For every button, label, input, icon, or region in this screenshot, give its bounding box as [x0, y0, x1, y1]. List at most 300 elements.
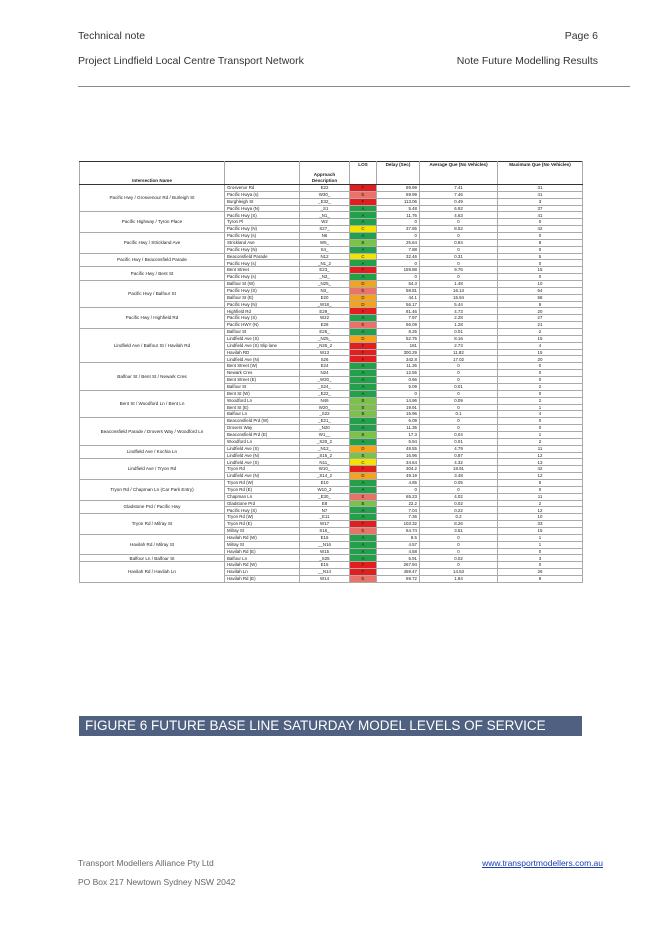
delay-cell: 89.99: [377, 185, 420, 192]
average-queue-cell: 18.91: [420, 466, 498, 473]
delay-cell: 12.55: [377, 370, 420, 377]
intersection-name-cell: Pacific Hwy / Strickland Ave: [80, 233, 225, 254]
delay-cell: 159.88: [377, 267, 420, 274]
maximum-queue-cell: 3: [498, 198, 583, 205]
average-queue-cell: 0.04: [420, 431, 498, 438]
approach-cell: Havilah Rd (E): [225, 548, 300, 555]
intersection-name-cell: Pacific Hwy / Bent St: [80, 267, 225, 281]
approach-description-cell: E8: [300, 500, 350, 507]
maximum-queue-cell: 0: [498, 363, 583, 370]
approach-description-cell: E15: [300, 562, 350, 569]
los-cell: B: [350, 431, 377, 438]
approach-cell: Pacific Hwy (S): [225, 212, 300, 219]
average-queue-cell: 0.09: [420, 397, 498, 404]
project-title: Project Lindfield Local Centre Transport Network: [78, 55, 304, 67]
delay-cell: 8.5: [377, 534, 420, 541]
average-queue-cell: 8.26: [420, 521, 498, 528]
los-cell: E: [350, 527, 377, 534]
average-queue-cell: 16.13: [420, 287, 498, 294]
table-row: [80, 329, 583, 336]
average-queue-cell: 0: [420, 541, 498, 548]
delay-cell: 342.8: [377, 356, 420, 363]
los-cell: A: [350, 363, 377, 370]
intersection-name-cell: Tryon Rd / Chapman Ln (Car Park Entry): [80, 479, 225, 500]
approach-cell: Balfour Ln: [225, 555, 300, 562]
approach-description-cell: _W18_: [300, 301, 350, 308]
los-cell: E: [350, 287, 377, 294]
los-cell: F: [350, 562, 377, 569]
approach-cell: Tryon Rd: [225, 466, 300, 473]
delay-cell: 459.47: [377, 569, 420, 576]
delay-cell: 5.48: [377, 205, 420, 212]
los-cell: A: [350, 438, 377, 445]
delay-cell: 0: [377, 274, 420, 281]
footer-address: PO Box 217 Newtown Sydney NSW 2042: [78, 877, 236, 887]
approach-cell: Woodford Ln: [225, 438, 300, 445]
maximum-queue-cell: 0: [498, 548, 583, 555]
approach-cell: Lindfield Ave (S): [225, 335, 300, 342]
approach-cell: Bent Street (E): [225, 377, 300, 384]
intersection-name-cell: Pacific Hwy / Beaconsfield Parade: [80, 253, 225, 267]
approach-description-cell: N6: [300, 233, 350, 240]
maximum-queue-cell: 8: [498, 239, 583, 246]
maximum-queue-cell: 1: [498, 404, 583, 411]
delay-cell: 0: [377, 390, 420, 397]
maximum-queue-cell: 0: [498, 418, 583, 425]
approach-cell: Chapman Ln: [225, 493, 300, 500]
approach-cell: Bent Street (W): [225, 363, 300, 370]
los-cell: D: [350, 335, 377, 342]
approach-cell: Havilah Rd (W): [225, 534, 300, 541]
approach-description-cell: _N25_: [300, 281, 350, 288]
average-queue-cell: 0: [420, 377, 498, 384]
average-queue-cell: 0: [420, 246, 498, 253]
approach-cell: Havilah Ln: [225, 569, 300, 576]
average-queue-cell: 15.94: [420, 294, 498, 301]
intersection-name-cell: Balfour Ln / Balfour St: [80, 555, 225, 562]
approach-description-cell: W22: [300, 315, 350, 322]
approach-description-cell: N24: [300, 370, 350, 377]
note-title: Note Future Modelling Results: [456, 55, 598, 67]
los-cell: A: [350, 260, 377, 267]
average-queue-cell: 0: [420, 562, 498, 569]
los-cell: A: [350, 212, 377, 219]
maximum-queue-cell: 15: [498, 267, 583, 274]
table-row: [80, 562, 583, 569]
approach-description-cell: _S22: [300, 411, 350, 418]
approach-description-cell: _S20_2: [300, 438, 350, 445]
average-queue-cell: 0: [420, 425, 498, 432]
average-queue-cell: 0.31: [420, 253, 498, 260]
los-cell: A: [350, 315, 377, 322]
delay-cell: 304.2: [377, 466, 420, 473]
los-cell: A: [350, 246, 377, 253]
approach-cell: Balfour Ln: [225, 411, 300, 418]
approach-description-cell: _E22_: [300, 390, 350, 397]
approach-description-cell: _S1: [300, 205, 350, 212]
los-cell: F: [350, 185, 377, 192]
average-queue-cell: 0: [420, 404, 498, 411]
approach-description-cell: W15: [300, 548, 350, 555]
approach-cell: Lindfield Ave (S): [225, 459, 300, 466]
delay-cell: 7.88: [377, 246, 420, 253]
table-row: [80, 212, 583, 219]
approach-description-cell: W17: [300, 521, 350, 528]
delay-cell: 25.64: [377, 239, 420, 246]
los-cell: E: [350, 575, 377, 582]
approach-description-cell: W14: [300, 575, 350, 582]
average-queue-cell: 2.28: [420, 315, 498, 322]
maximum-queue-cell: 33: [498, 521, 583, 528]
approach-description-cell: E16: [300, 534, 350, 541]
table-row: [80, 555, 583, 562]
table-row: [80, 514, 583, 521]
approach-cell: Strickland Ave: [225, 239, 300, 246]
approach-cell: Gladstone Prd: [225, 500, 300, 507]
delay-cell: 6.09: [377, 418, 420, 425]
approach-description-cell: _N12_: [300, 445, 350, 452]
approach-description-cell: N3_: [300, 287, 350, 294]
approach-description-cell: _W20_: [300, 377, 350, 384]
intersection-name-cell: Pacific Hwy / Highfield Rd: [80, 308, 225, 329]
maximum-queue-cell: 2: [498, 438, 583, 445]
average-queue-cell: 0.84: [420, 239, 498, 246]
approach-cell: Pacific Hwya (s): [225, 191, 300, 198]
approach-description-cell: N12: [300, 253, 350, 260]
los-cell: C: [350, 459, 377, 466]
footer-website-link[interactable]: www.transportmodellers.com.au: [482, 858, 603, 868]
approach-cell: Woodford Ln: [225, 397, 300, 404]
approach-cell: Beaconsfield Prd (E): [225, 431, 300, 438]
los-cell: F: [350, 267, 377, 274]
maximum-queue-cell: 0: [498, 562, 583, 569]
delay-cell: 5.94: [377, 438, 420, 445]
maximum-queue-cell: 15: [498, 527, 583, 534]
maximum-queue-cell: 0: [498, 370, 583, 377]
average-queue-cell: 0: [420, 390, 498, 397]
delay-cell: 4.85: [377, 479, 420, 486]
table-row: [80, 534, 583, 541]
los-cell: F: [350, 342, 377, 349]
delay-cell: 64.74: [377, 527, 420, 534]
approach-cell: Tryon Rd (E): [225, 521, 300, 528]
los-table: [79, 161, 583, 583]
average-queue-cell: 2.73: [420, 342, 498, 349]
delay-cell: 0.66: [377, 377, 420, 384]
delay-cell: 34.64: [377, 459, 420, 466]
los-cell: A: [350, 370, 377, 377]
delay-cell: 15.96: [377, 411, 420, 418]
approach-description-cell: _N20: [300, 425, 350, 432]
approach-description-cell: W30_: [300, 191, 350, 198]
maximum-queue-cell: 31: [498, 185, 583, 192]
approach-description-cell: W13: [300, 349, 350, 356]
los-table-wrapper: [79, 161, 582, 583]
approach-cell: Newark Cres: [225, 370, 300, 377]
approach-description-cell: _E11: [300, 514, 350, 521]
delay-cell: 49.19: [377, 473, 420, 480]
approach-description-cell: __N14: [300, 569, 350, 576]
delay-cell: 11.76: [377, 212, 420, 219]
approach-cell: Lindfield Ave (S): [225, 445, 300, 452]
maximum-queue-cell: 21: [498, 322, 583, 329]
intersection-name-cell: Balfour St / Bent St / Newark Cres: [80, 363, 225, 390]
approach-cell: Lindfield Ave (N): [225, 473, 300, 480]
approach-description-cell: W1__: [300, 431, 350, 438]
approach-cell: Tryon Rd (W): [225, 479, 300, 486]
maximum-queue-cell: 42: [498, 226, 583, 233]
approach-cell: Lindfield Ave (N): [225, 452, 300, 459]
delay-cell: 7.36: [377, 514, 420, 521]
col-approach-description: Approach Description: [300, 162, 350, 185]
delay-cell: 103.32: [377, 521, 420, 528]
maximum-queue-cell: 41: [498, 212, 583, 219]
approach-description-cell: E29_: [300, 308, 350, 315]
maximum-queue-cell: 0: [498, 219, 583, 226]
maximum-queue-cell: 15: [498, 349, 583, 356]
approach-description-cell: E10: [300, 479, 350, 486]
average-queue-cell: 7.46: [420, 191, 498, 198]
intersection-name-cell: Beaconsfield Parade / Drovers Way / Woodford Ln: [80, 418, 225, 445]
footer-website-wrap: [482, 858, 603, 868]
average-queue-cell: 1.84: [420, 575, 498, 582]
approach-cell: Pacific Hwy (S): [225, 287, 300, 294]
average-queue-cell: 4.02: [420, 493, 498, 500]
maximum-queue-cell: 37: [498, 205, 583, 212]
table-row: [80, 500, 583, 507]
los-cell: A: [350, 233, 377, 240]
approach-cell: Balfour St (W): [225, 281, 300, 288]
delay-cell: 22.2: [377, 500, 420, 507]
maximum-queue-cell: 0: [498, 390, 583, 397]
approach-description-cell: N46: [300, 397, 350, 404]
table-row: [80, 459, 583, 466]
table-body: [80, 185, 583, 583]
approach-cell: Drovers Way: [225, 425, 300, 432]
intersection-name-cell: Lindfield Ave / Kochia Ln: [80, 445, 225, 459]
approach-description-cell: _S24_: [300, 383, 350, 390]
average-queue-cell: 11.82: [420, 349, 498, 356]
maximum-queue-cell: 1: [498, 431, 583, 438]
average-queue-cell: 4.73: [420, 308, 498, 315]
approach-cell: Pacific Hwy (N): [225, 246, 300, 253]
maximum-queue-cell: 42: [498, 466, 583, 473]
maximum-queue-cell: 26: [498, 569, 583, 576]
average-queue-cell: 0.49: [420, 198, 498, 205]
approach-cell: Grosvenor Rd: [225, 185, 300, 192]
maximum-queue-cell: 0: [498, 425, 583, 432]
approach-cell: Havilah RD: [225, 349, 300, 356]
maximum-queue-cell: 1: [498, 534, 583, 541]
table-row: [80, 363, 583, 370]
los-cell: D: [350, 294, 377, 301]
maximum-queue-cell: 0: [498, 246, 583, 253]
los-cell: A: [350, 418, 377, 425]
los-cell: A: [350, 219, 377, 226]
los-cell: A: [350, 205, 377, 212]
doc-type: Technical note: [78, 30, 146, 42]
delay-cell: 69.99: [377, 191, 420, 198]
maximum-queue-cell: 10: [498, 281, 583, 288]
table-row: [80, 390, 583, 397]
intersection-name-cell: Pacific Hwy / Grosvenour Rd / Burleigh St: [80, 185, 225, 212]
approach-description-cell: W10_2: [300, 486, 350, 493]
col-approach: [225, 162, 300, 185]
approach-description-cell: N7: [300, 507, 350, 514]
page-number: Page 6: [564, 30, 598, 42]
los-cell: A: [350, 329, 377, 336]
los-cell: E: [350, 322, 377, 329]
approach-cell: Highfield Rd: [225, 308, 300, 315]
average-queue-cell: 0: [420, 418, 498, 425]
approach-cell: Tryon Rd (E): [225, 486, 300, 493]
average-queue-cell: 9.76: [420, 267, 498, 274]
delay-cell: 4.58: [377, 548, 420, 555]
approach-cell: Pacific Hwy (s): [225, 274, 300, 281]
approach-description-cell: _S14_2: [300, 473, 350, 480]
delay-cell: 58.81: [377, 287, 420, 294]
maximum-queue-cell: 12: [498, 473, 583, 480]
maximum-queue-cell: 5: [498, 253, 583, 260]
average-queue-cell: 0: [420, 233, 498, 240]
maximum-queue-cell: 2: [498, 397, 583, 404]
approach-description-cell: N11_: [300, 459, 350, 466]
maximum-queue-cell: 15: [498, 335, 583, 342]
average-queue-cell: 8.16: [420, 335, 498, 342]
maximum-queue-cell: 0: [498, 260, 583, 267]
col-maximum-queue: Maximum Que (No Vehicles): [498, 162, 583, 185]
maximum-queue-cell: 9: [498, 575, 583, 582]
maximum-queue-cell: 1: [498, 541, 583, 548]
approach-cell: Pacific Hwy (S): [225, 315, 300, 322]
maximum-queue-cell: 20: [498, 308, 583, 315]
header-divider: [78, 86, 630, 87]
los-cell: F: [350, 569, 377, 576]
delay-cell: 81.46: [377, 308, 420, 315]
approach-description-cell: S16_: [300, 527, 350, 534]
approach-cell: Pacific Hwya (N): [225, 205, 300, 212]
approach-cell: Milray St: [225, 541, 300, 548]
delay-cell: 0: [377, 219, 420, 226]
approach-cell: Tyron Pl: [225, 219, 300, 226]
delay-cell: 0: [377, 233, 420, 240]
approach-cell: Lindfield Ave (N): [225, 356, 300, 363]
los-cell: C: [350, 226, 377, 233]
average-queue-cell: 1.48: [420, 281, 498, 288]
table-row: [80, 233, 583, 240]
average-queue-cell: 0: [420, 260, 498, 267]
average-queue-cell: 1.28: [420, 322, 498, 329]
maximum-queue-cell: 3: [498, 555, 583, 562]
los-cell: B: [350, 411, 377, 418]
approach-description-cell: E20: [300, 294, 350, 301]
delay-cell: 17.3: [377, 431, 420, 438]
intersection-name-cell: Havilah Rd / Milray St: [80, 534, 225, 555]
maximum-queue-cell: 11: [498, 445, 583, 452]
maximum-queue-cell: 12: [498, 452, 583, 459]
los-cell: E: [350, 493, 377, 500]
approach-description-cell: _N1_: [300, 212, 350, 219]
approach-description-cell: S27_: [300, 226, 350, 233]
los-cell: F: [350, 308, 377, 315]
approach-cell: Pacific Hwy (N): [225, 301, 300, 308]
intersection-name-cell: Pacific Hwy / Balfour St: [80, 281, 225, 308]
approach-description-cell: _S15_2: [300, 452, 350, 459]
approach-cell: Bent St (E): [225, 404, 300, 411]
approach-cell: Burghleigh St: [225, 198, 300, 205]
average-queue-cell: 6.92: [420, 205, 498, 212]
approach-cell: Pacific Hwy (S): [225, 507, 300, 514]
delay-cell: 14.96: [377, 397, 420, 404]
approach-cell: Lindfield Ave (S) Slip lane: [225, 342, 300, 349]
maximum-queue-cell: 11: [498, 493, 583, 500]
approach-description-cell: _N25_: [300, 335, 350, 342]
los-cell: B: [350, 239, 377, 246]
los-cell: C: [350, 253, 377, 260]
delay-cell: 4.57: [377, 541, 420, 548]
approach-description-cell: _E30_: [300, 493, 350, 500]
maximum-queue-cell: 41: [498, 191, 583, 198]
average-queue-cell: 0.02: [420, 555, 498, 562]
los-cell: A: [350, 377, 377, 384]
approach-description-cell: E23_: [300, 267, 350, 274]
figure-caption: FIGURE 6 FUTURE BASE LINE SATURDAY MODEL LEVELS OF SERVICE: [79, 716, 582, 736]
approach-cell: Balfour St: [225, 383, 300, 390]
los-cell: D: [350, 281, 377, 288]
intersection-name-cell: Havilah Rd / Havilah Ln: [80, 562, 225, 583]
los-cell: A: [350, 534, 377, 541]
delay-cell: 267.94: [377, 562, 420, 569]
approach-cell: Bent St (W): [225, 390, 300, 397]
maximum-queue-cell: 5: [498, 479, 583, 486]
average-queue-cell: 14.53: [420, 569, 498, 576]
average-queue-cell: 0.22: [420, 507, 498, 514]
average-queue-cell: 0: [420, 486, 498, 493]
approach-description-cell: S4_: [300, 246, 350, 253]
delay-cell: 7.97: [377, 315, 420, 322]
approach-description-cell: _E21_: [300, 418, 350, 425]
intersection-name-cell: Lindfield Ave / Balfour St / Havilah Rd: [80, 329, 225, 363]
approach-cell: Pacific Hwy (s): [225, 260, 300, 267]
approach-description-cell: _N1_2: [300, 260, 350, 267]
col-average-queue: Average Que (No Vehicles): [420, 162, 498, 185]
los-cell: B: [350, 452, 377, 459]
approach-description-cell: _N3_: [300, 274, 350, 281]
maximum-queue-cell: 4: [498, 411, 583, 418]
average-queue-cell: 4.32: [420, 459, 498, 466]
delay-cell: 5.09: [377, 383, 420, 390]
maximum-queue-cell: 13: [498, 459, 583, 466]
approach-description-cell: W5_: [300, 239, 350, 246]
approach-description-cell: W10_: [300, 466, 350, 473]
delay-cell: 11.35: [377, 363, 420, 370]
average-queue-cell: 0: [420, 219, 498, 226]
delay-cell: 65.23: [377, 493, 420, 500]
maximum-queue-cell: 9: [498, 301, 583, 308]
los-cell: A: [350, 548, 377, 555]
average-queue-cell: 3.48: [420, 473, 498, 480]
approach-description-cell: W2: [300, 219, 350, 226]
average-queue-cell: 0.1: [420, 411, 498, 418]
los-cell: F: [350, 198, 377, 205]
average-queue-cell: 0.01: [420, 383, 498, 390]
approach-description-cell: __N16: [300, 541, 350, 548]
approach-cell: Beaconsfield Prd (W): [225, 418, 300, 425]
delay-cell: 7.04: [377, 507, 420, 514]
table-row: [80, 445, 583, 452]
los-cell: D: [350, 473, 377, 480]
delay-cell: 54.3: [377, 281, 420, 288]
